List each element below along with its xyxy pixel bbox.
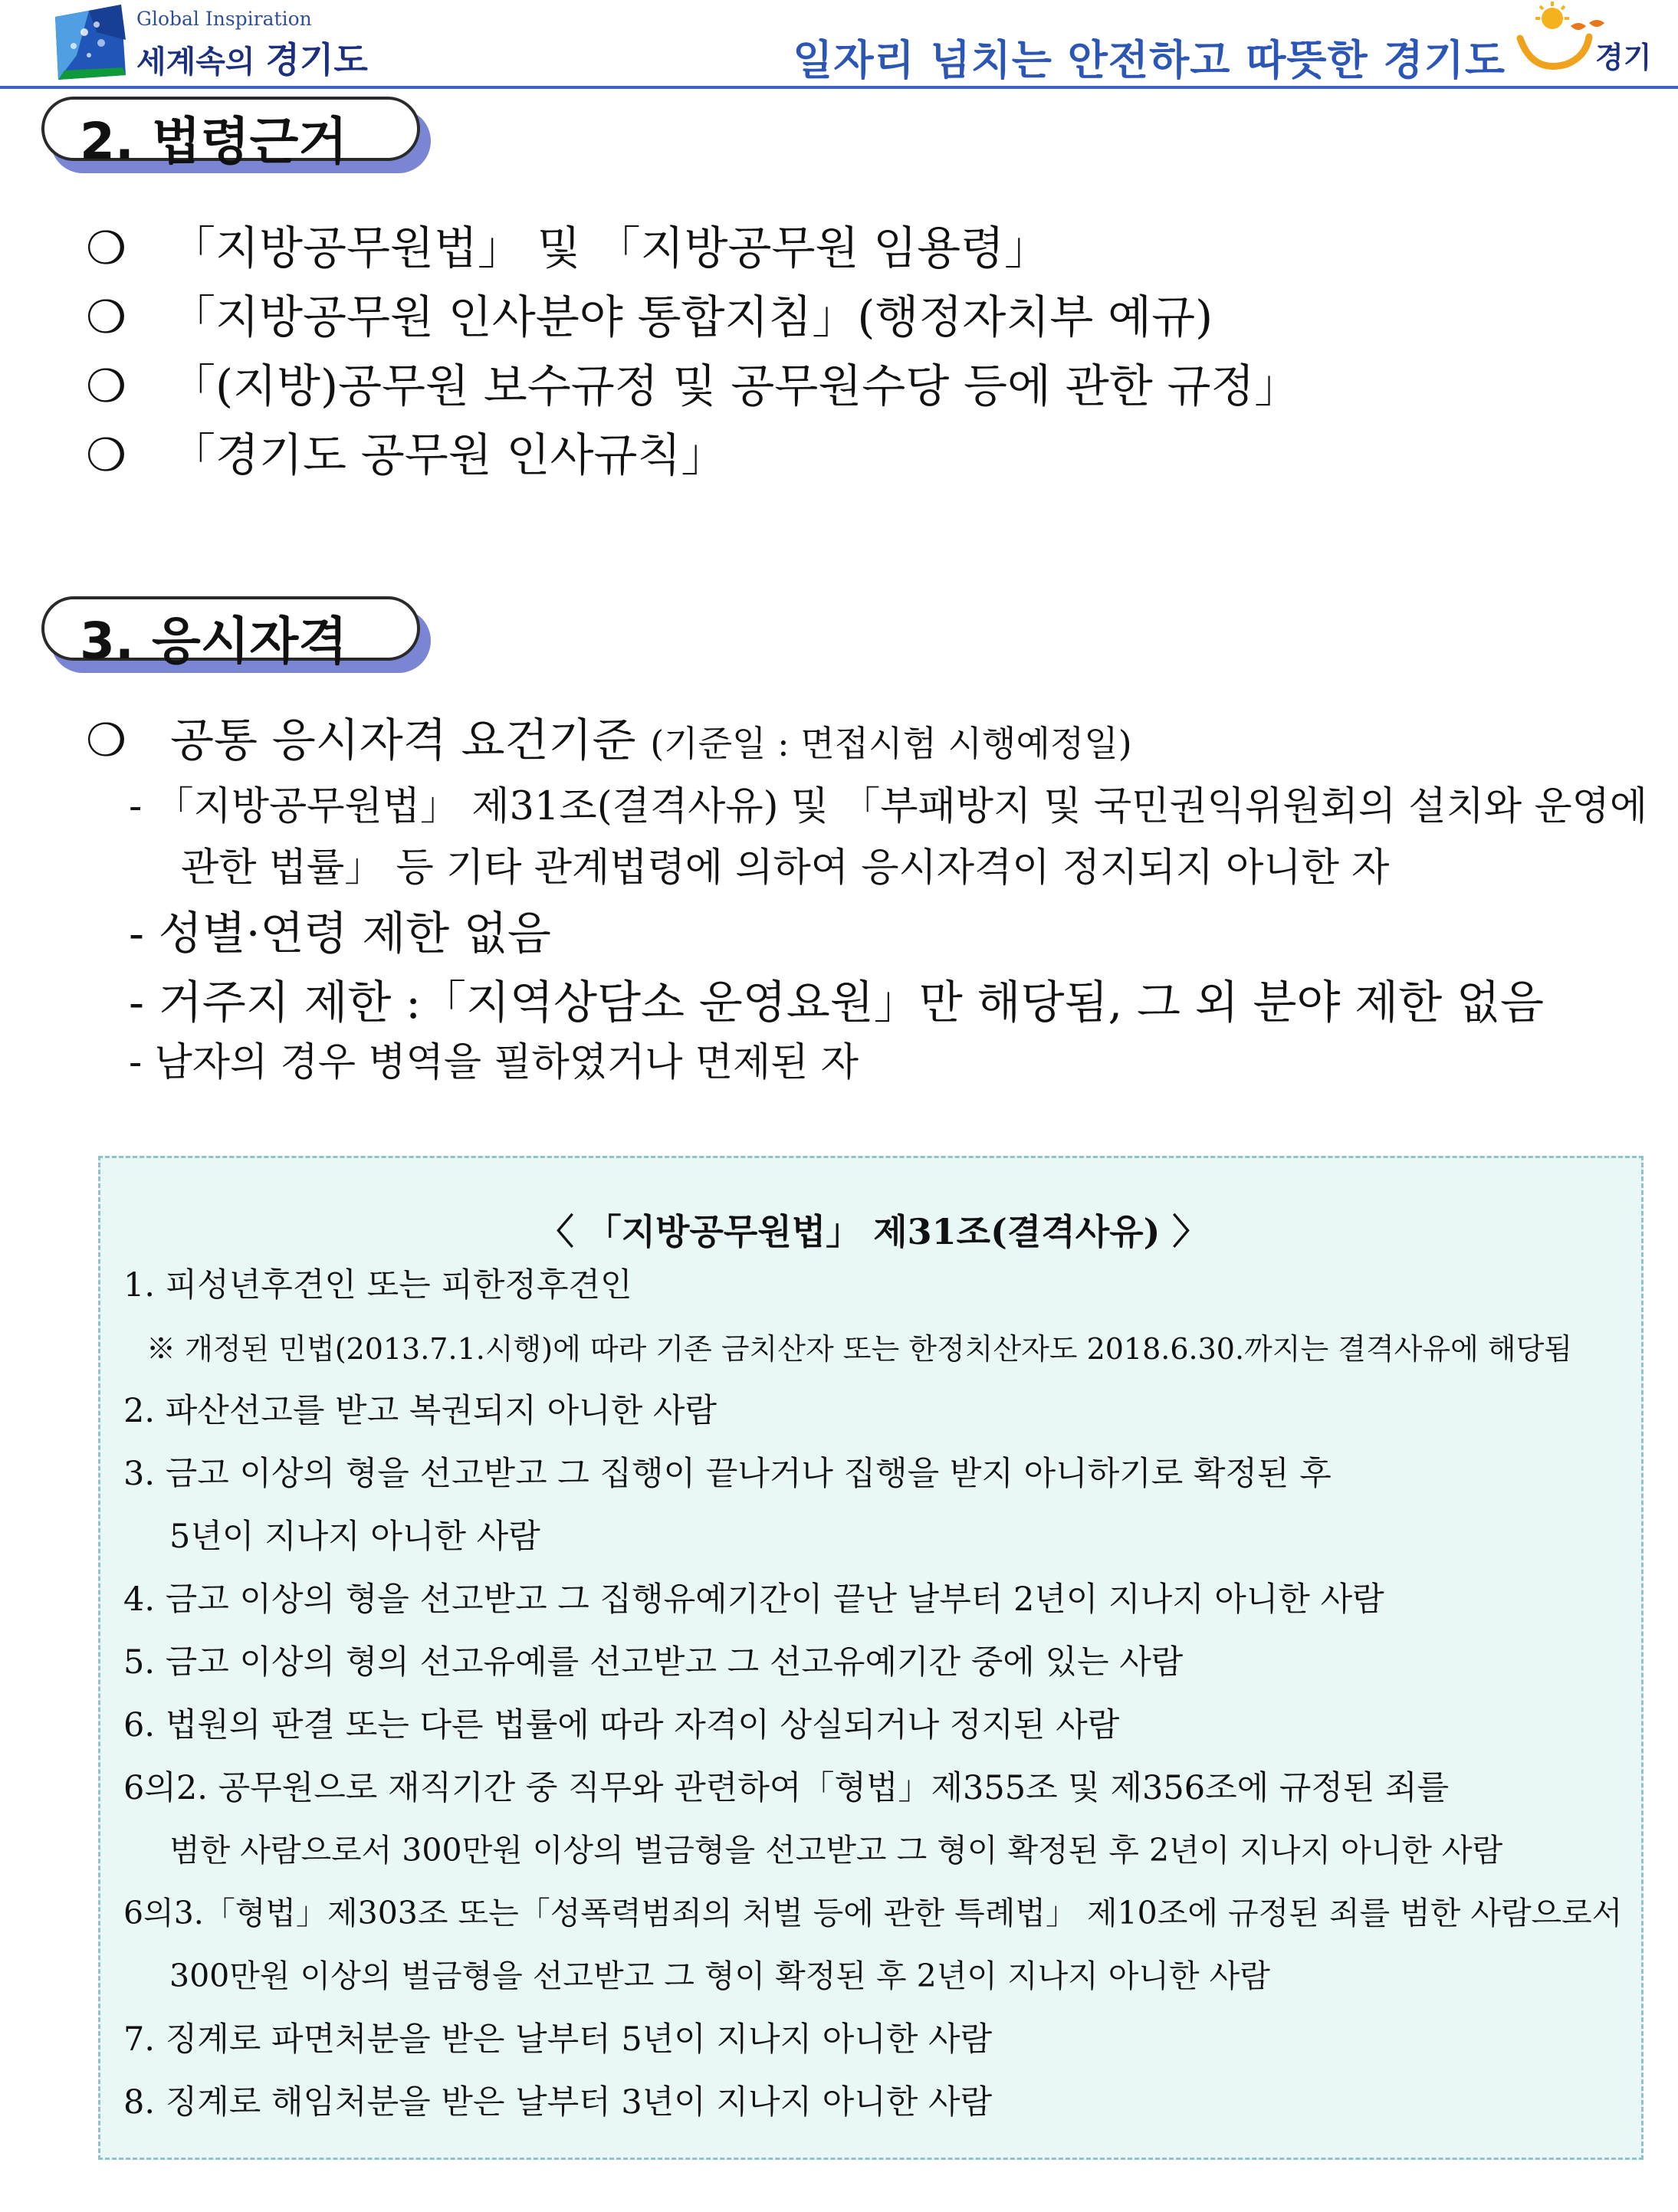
box-note: ※ 개정된 민법(2013.7.1.시행)에 따라 기존 금치산자 또는 한정치산자도 2018.6.30.까지는 결격사유에 해당됨	[146, 1332, 1572, 1366]
section-2-item: ❍ 「지방공무원법」 및 「지방공무원 임용령」	[86, 222, 1050, 274]
right-logo	[1509, 0, 1653, 83]
header-rule	[0, 86, 1678, 89]
box-line-continued: 범한 사람으로서 300만원 이상의 벌금형을 선고받고 그 형이 확정된 후 2년이 지나지 아니한 사람	[169, 1832, 1503, 1869]
disqualification-box	[98, 1156, 1644, 2160]
section-2-item: ❍ 「지방공무원 인사분야 통합지침」(행정자치부 예규)	[86, 290, 1213, 343]
section-3-sub-item: - 남자의 경우 병역을 필하였거나 면제된 자	[129, 1040, 859, 1085]
section-3-title: 3. 응시자격	[80, 612, 347, 671]
logo-title-b: 경기도	[265, 39, 368, 80]
box-line-continued: 300만원 이상의 벌금형을 선고받고 그 형이 확정된 후 2년이 지나지 아니한 사람	[169, 1958, 1270, 1994]
box-line: 4. 금고 이상의 형을 선고받고 그 집행유예기간이 끝난 날부터 2년이 지나지 아니한 사람	[123, 1580, 1384, 1619]
section-3-main-item: ❍ 공통 응시자격 요건기준 (기준일 : 면접시험 시행예정일)	[86, 714, 1132, 766]
box-line: 8. 징계로 해임처분을 받은 날부터 3년이 지나지 아니한 사람	[123, 2083, 993, 2122]
box-line-continued: 5년이 지나지 아니한 사람	[169, 1518, 540, 1556]
section-2-item: ❍ 「(지방)공무원 보수규정 및 공무원수당 등에 관한 규정」	[86, 359, 1300, 412]
smile-logo-icon	[1509, 0, 1653, 83]
logo-subtitle: Global Inspiration	[136, 8, 312, 30]
box-line: 6의3.「형법」제303조 또는「성폭력범죄의 처벌 등에 관한 특례법」 제10조에 규정된 죄를 범한 사람으로서	[123, 1895, 1623, 1931]
box-line: 2. 파산선고를 받고 복권되지 아니한 사람	[123, 1392, 717, 1430]
header-slogan: 일자리 넘치는 안전하고 따뜻한 경기도	[793, 36, 1506, 84]
section-3-sub-item: - 「지방공무원법」 제31조(결격사유) 및 「부패방지 및 국민권익위원회의 설치와 운영에	[129, 784, 1648, 829]
right-logo-text: 경기	[1595, 41, 1652, 74]
box-line: 3. 금고 이상의 형을 선고받고 그 집행이 끝나거나 집행을 받지 아니하기로 확정된 후	[123, 1455, 1332, 1493]
section-2-item: ❍ 「경기도 공무원 인사규칙」	[86, 428, 727, 481]
box-line: 1. 피성년후견인 또는 피한정후견인	[123, 1266, 632, 1305]
logo-title-a: 세계속의	[136, 44, 266, 80]
section-2-title: 2. 법령근거	[80, 112, 347, 171]
section-3-heading	[41, 596, 432, 673]
section-2-heading	[41, 97, 432, 173]
box-line: 6. 법원의 판결 또는 다른 법률에 따라 자격이 상실되거나 정지된 사람	[123, 1706, 1120, 1744]
logo-title	[136, 32, 368, 83]
section-3-sub-item: - 성별·연령 제한 없음	[129, 907, 551, 960]
gyeonggi-logo	[51, 2, 368, 84]
section-3-sub-item: - 거주지 제한 :「지역상담소 운영요원」만 해당됨, 그 외 분야 제한 없음	[129, 976, 1544, 1029]
criteria-date-note: (기준일 : 면접시험 시행예정일)	[650, 723, 1132, 764]
box-line: 7. 징계로 파면처분을 받은 날부터 5년이 지나지 아니한 사람	[123, 2020, 993, 2059]
gyeonggi-emblem-icon	[51, 2, 130, 83]
box-line: 5. 금고 이상의 형의 선고유예를 선고받고 그 선고유예기간 중에 있는 사람	[123, 1643, 1184, 1682]
box-line: 6의2. 공무원으로 재직기간 중 직무와 관련하여「형법」제355조 및 제356조에 규정된 죄를	[123, 1769, 1450, 1807]
box-title: 〈 「지방공무원법」 제31조(결격사유) 〉	[538, 1211, 1208, 1252]
section-3-sub-item-continued: 관한 법률」 등 기타 관계법령에 의하여 응시자격이 정지되지 아니한 자	[181, 845, 1390, 891]
